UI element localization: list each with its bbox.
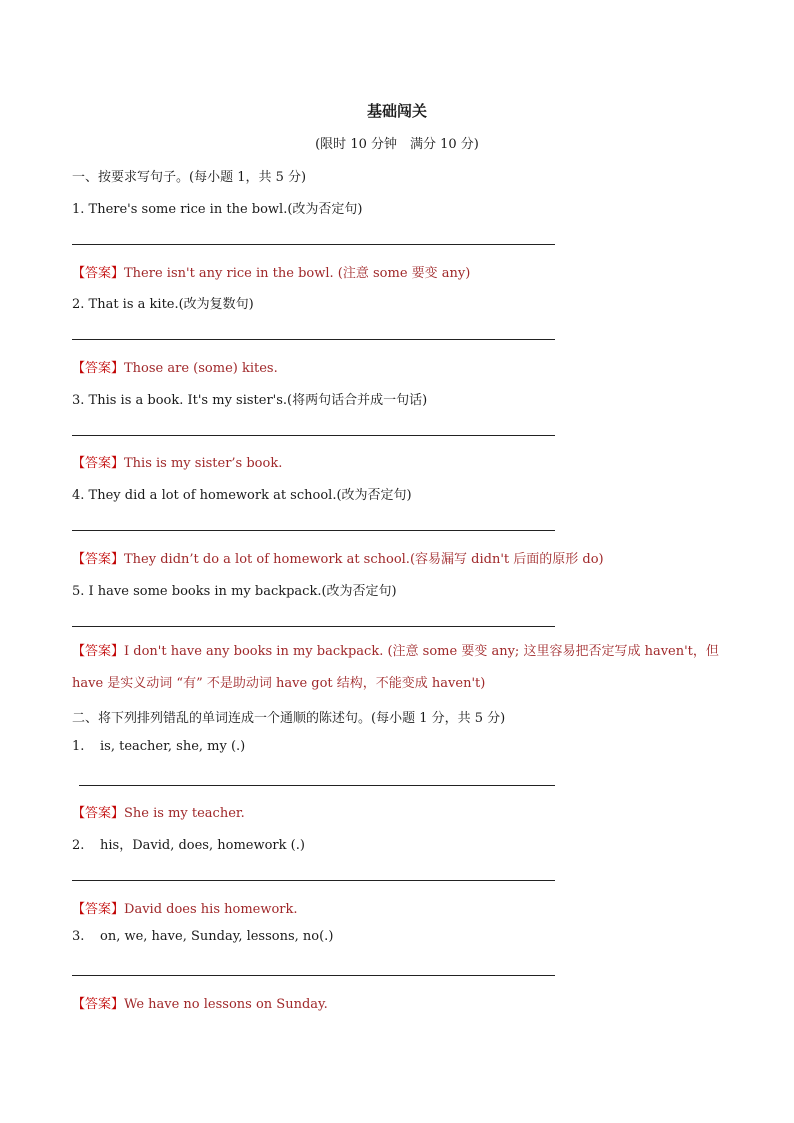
scramble-question-3 bbox=[72, 929, 333, 944]
answer-2 bbox=[72, 357, 278, 376]
scramble-question-1 bbox=[72, 739, 245, 754]
answer-blank-5 bbox=[72, 626, 555, 627]
answer-tag: 【答案】 bbox=[72, 644, 125, 659]
question-number: 1. bbox=[72, 739, 85, 754]
question-2: 2. That is a kite.(改为复数句) bbox=[72, 297, 254, 312]
answer-3 bbox=[72, 452, 282, 471]
question-4: 4. They did a lot of homework at school.(改为否定句) bbox=[72, 488, 412, 503]
scramble-answer-2 bbox=[72, 898, 298, 917]
answer-text: David does his homework. bbox=[124, 902, 298, 917]
answer-text: I don't have any books in my backpack. (注意 some 要变 any; 这里容易把否定写成 haven't，但 have 是实义动词 “有” 不是助动词 have got 结构，不能变成 haven't) bbox=[72, 644, 719, 691]
answer-text: She is my teacher. bbox=[124, 806, 245, 821]
answer-tag: 【答案】 bbox=[72, 806, 125, 821]
question-3: 3. This is a book. It's my sister's.(将两句话合并成一句话) bbox=[72, 393, 428, 408]
question-number: 3. bbox=[72, 929, 85, 944]
question-text: is, teacher, she, my (.) bbox=[100, 739, 246, 754]
answer-4 bbox=[72, 548, 604, 567]
question-text: his，David, does, homework (.) bbox=[100, 838, 305, 853]
answer-blank-2 bbox=[72, 339, 555, 340]
answer-tag: 【答案】 bbox=[72, 997, 125, 1012]
answer-text: Those are (some) kites. bbox=[124, 361, 278, 376]
answer-tag: 【答案】 bbox=[72, 456, 125, 471]
answer-text: This is my sister’s book. bbox=[124, 456, 283, 471]
scramble-answer-1 bbox=[72, 802, 245, 821]
answer-tag: 【答案】 bbox=[72, 361, 125, 376]
question-5: 5. I have some books in my backpack.(改为否定句) bbox=[72, 584, 397, 599]
answer-blank-3 bbox=[72, 435, 555, 436]
section-1-heading: 一、按要求写句子。(每小题 1，共 5 分) bbox=[72, 170, 307, 185]
answer-blank-4 bbox=[72, 530, 555, 531]
answer-tag: 【答案】 bbox=[72, 266, 125, 281]
question-number: 2. bbox=[72, 838, 85, 853]
answer-blank-1 bbox=[72, 244, 555, 245]
scramble-answer-3 bbox=[72, 993, 328, 1012]
answer-1 bbox=[72, 262, 470, 281]
question-1: 1. There's some rice in the bowl.(改为否定句) bbox=[72, 202, 363, 217]
answer-blank-s2-2 bbox=[72, 880, 555, 881]
answer-tag: 【答案】 bbox=[72, 902, 125, 917]
page-subtitle: (限时 10 分钟 满分 10 分) bbox=[315, 137, 479, 152]
answer-5 bbox=[72, 636, 732, 700]
answer-text: We have no lessons on Sunday. bbox=[124, 997, 328, 1012]
section-2-heading: 二、将下列排列错乱的单词连成一个通顺的陈述句。(每小题 1 分，共 5 分) bbox=[72, 711, 506, 726]
page-title: 基础闯关 bbox=[366, 102, 427, 120]
answer-tag: 【答案】 bbox=[72, 552, 125, 567]
answer-blank-s2-1 bbox=[79, 785, 555, 786]
answer-text: There isn't any rice in the bowl. (注意 some 要变 any) bbox=[124, 266, 471, 281]
answer-blank-s2-3 bbox=[72, 975, 555, 976]
answer-text: They didn’t do a lot of homework at school.(容易漏写 didn't 后面的原形 do) bbox=[124, 552, 604, 567]
scramble-question-2 bbox=[72, 834, 305, 853]
question-text: on, we, have, Sunday, lessons, no(.) bbox=[100, 929, 334, 944]
